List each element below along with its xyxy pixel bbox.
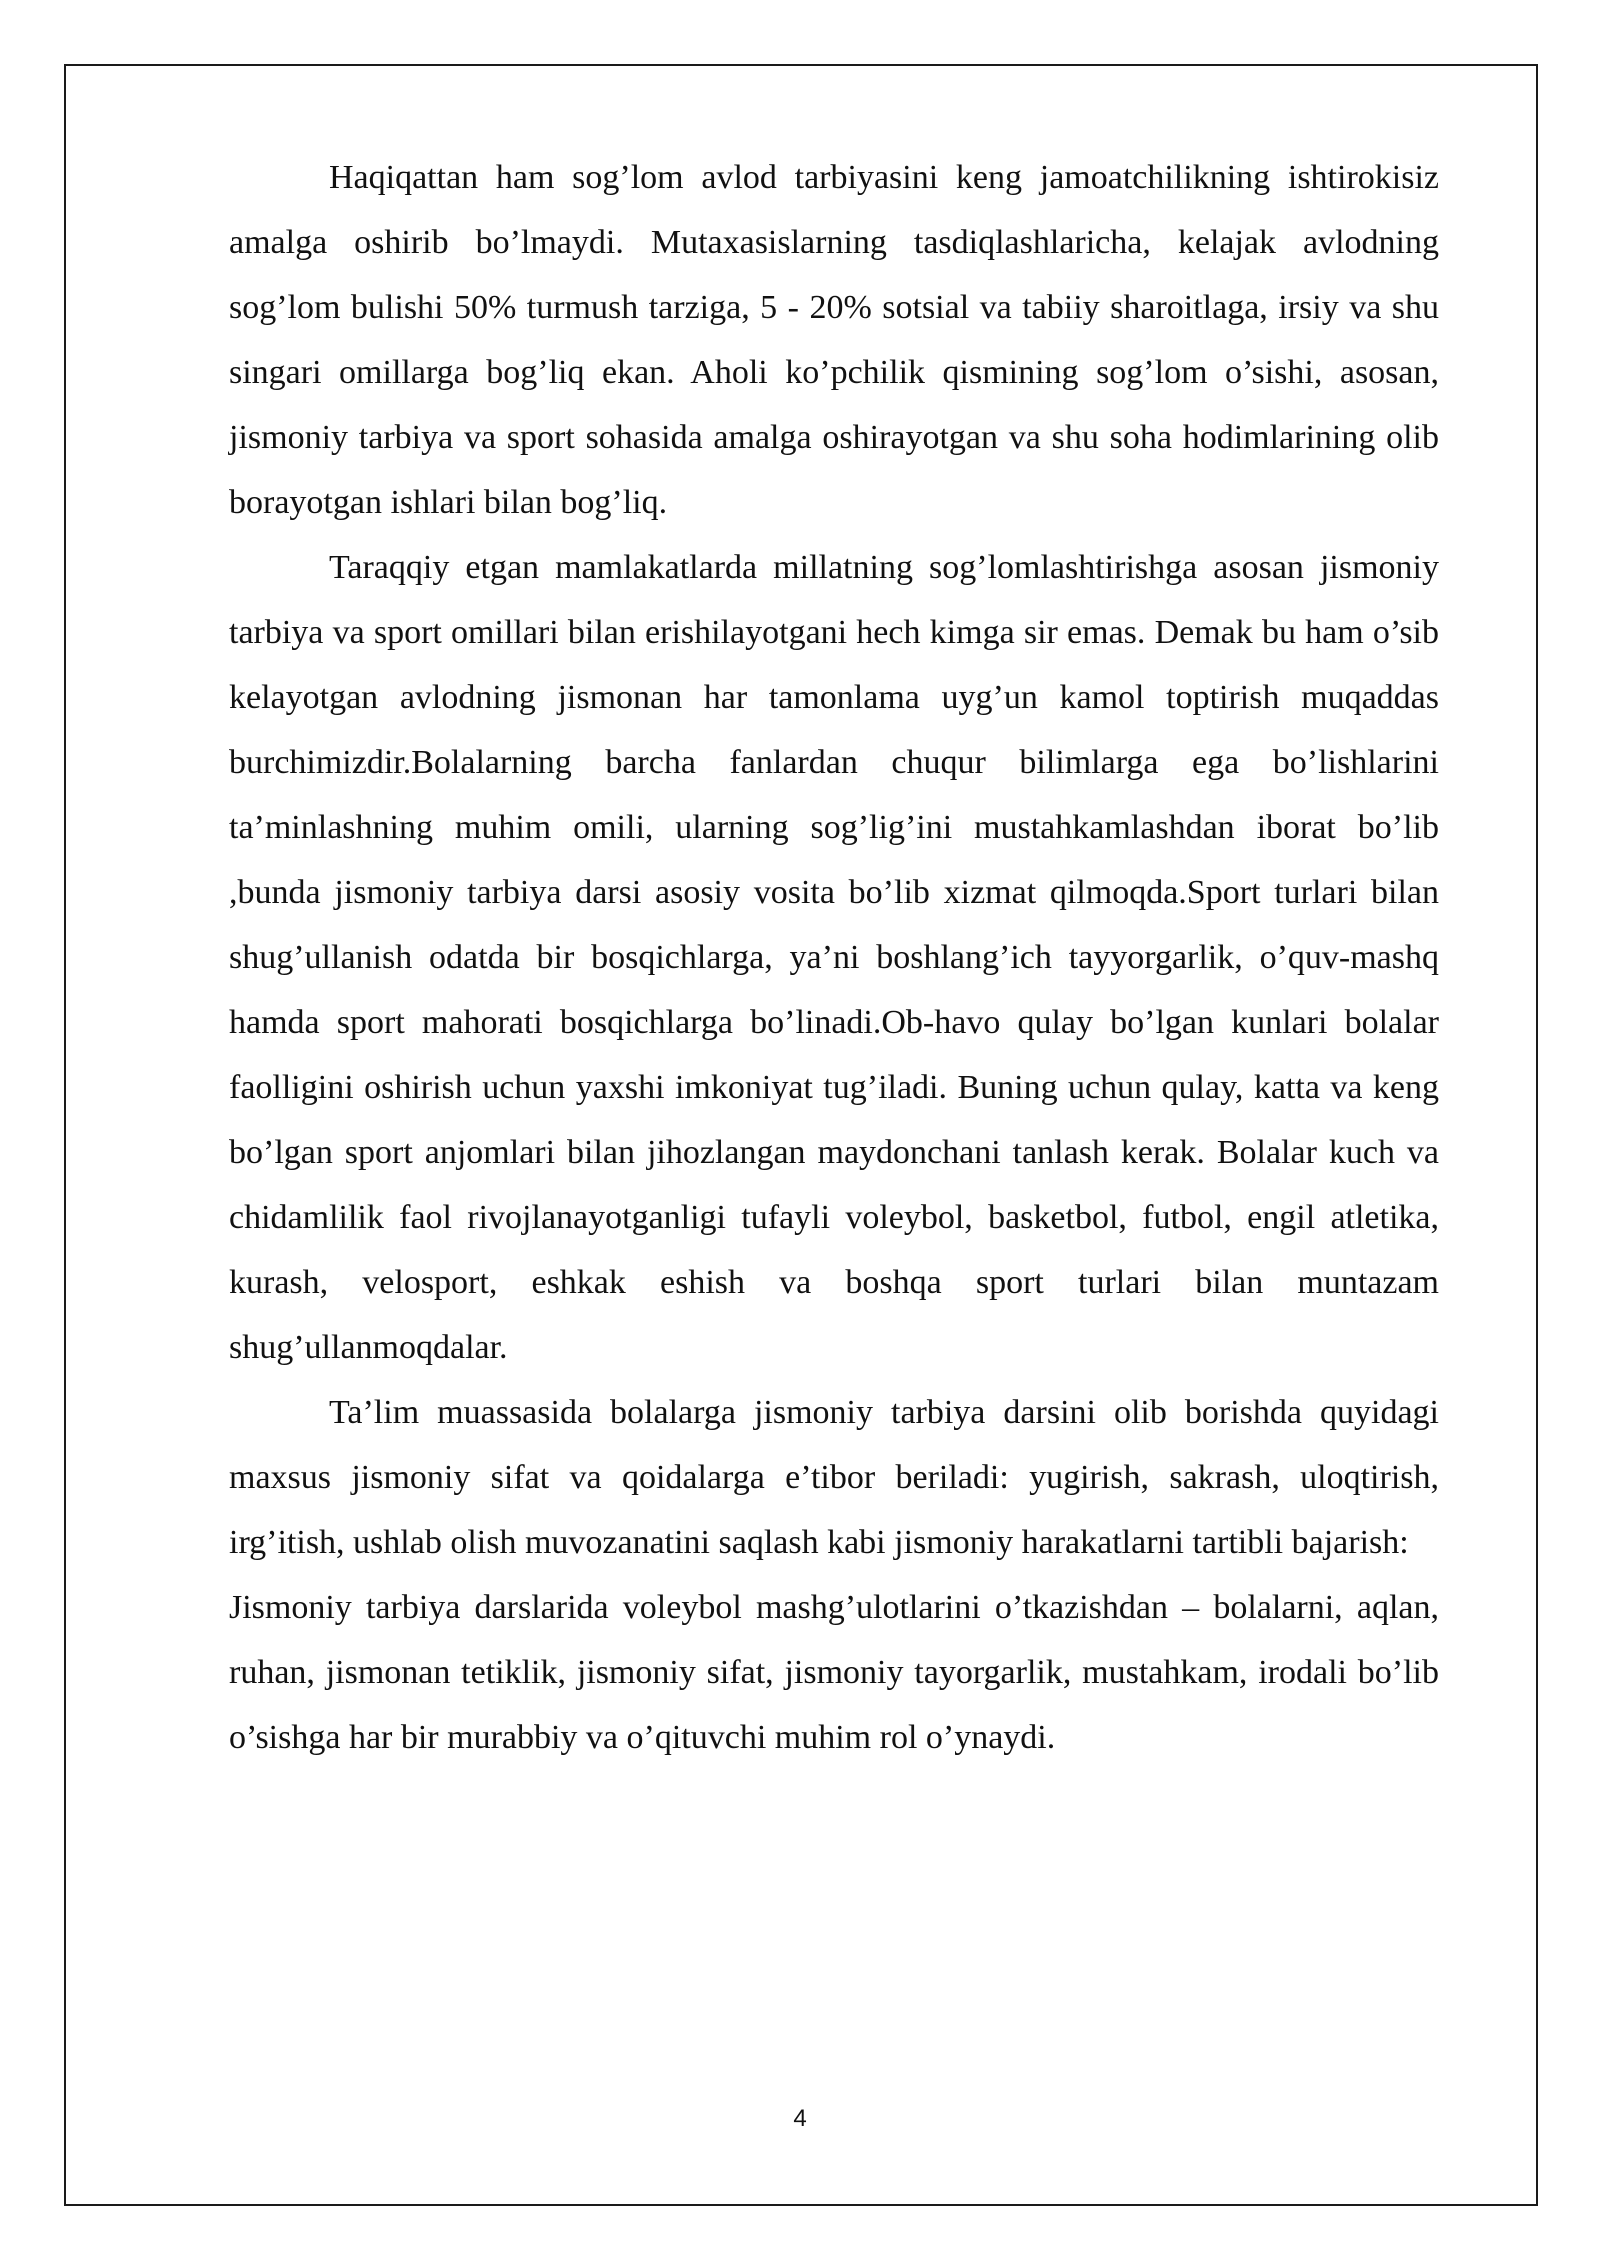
paragraph-1: Haqiqattan ham sog’lom avlod tarbiyasini keng jamoatchilikning ishtirokisiz amalga oshirib bo’lmaydi. Mutaxasislarning tasdiqlashlaricha, kelajak avlodning sog’lom bulishi 50% turmush tarziga, 5 - 20% sotsial va tabiiy sharoitlaga, irsiy va shu singari omillarga bog’liq ekan. Aholi ko’pchilik qismining sog’lom o’sishi, asosan, jismoniy tarbiya va sport sohasida amalga oshirayotgan va shu soha hodimlarining olib borayotgan ishlari bilan bog’liq. xyxy=(229,159,1439,521)
paragraph-4: Jismoniy tarbiya darslarida voleybol mashg’ulotlarini o’tkazishdan – bolalarni, aqlan, ruhan, jismonan tetiklik, jismoniy sifat, jismoniy tayorgarlik, mustahkam, irodali bo’lib o’sishga har bir murabbiy va o’qituvchi muhim rol o’ynaydi. xyxy=(229,1589,1439,1756)
paragraph-2: Taraqqiy etgan mamlakatlarda millatning sog’lomlashtirishga asosan jismoniy tarbiya va sport omillari bilan erishilayotgani hech kimga sir emas. Demak bu ham o’sib kelayotgan avlodning jismonan har tamonlama uyg’un kamol toptirish muqaddas burchimizdir.Bolalarning barcha fanlardan chuqur bilimlarga ega bo’lishlarini ta’minlashning muhim omili, ularning sog’lig’ini mustahkamlashdan iborat bo’lib ,bunda jismoniy tarbiya darsi asosiy vosita bo’lib xizmat qilmoqda.Sport turlari bilan shug’ullanish odatda bir bosqichlarga, ya’ni boshlang’ich tayyorgarlik, o’quv-mashq hamda sport mahorati bosqichlarga bo’linadi.Ob-havo qulay bo’lgan kunlari bolalar faolligini oshirish uchun yaxshi imkoniyat tug’iladi. Buning uchun qulay, katta va keng bo’lgan sport anjomlari bilan jihozlangan maydonchani tanlash kerak. Bolalar kuch va chidamlilik faol rivojlanayotganligi tufayli voleybol, basketbol, futbol, engil atletika, kurash, velosport, eshkak eshish va boshqa sport turlari bilan muntazam shug’ullanmoqdalar. xyxy=(229,549,1439,1366)
document-body xyxy=(229,145,1439,1770)
paragraph-3: Ta’lim muassasida bolalarga jismoniy tarbiya darsini olib borishda quyidagi maxsus jismoniy sifat va qoidalarga e’tibor beriladi: yugirish, sakrash, uloqtirish, irg’itish, ushlab olish muvozanatini saqlash kabi jismoniy harakatlarni tartibli bajarish: xyxy=(229,1394,1439,1561)
page-number: 4 xyxy=(793,2105,807,2132)
